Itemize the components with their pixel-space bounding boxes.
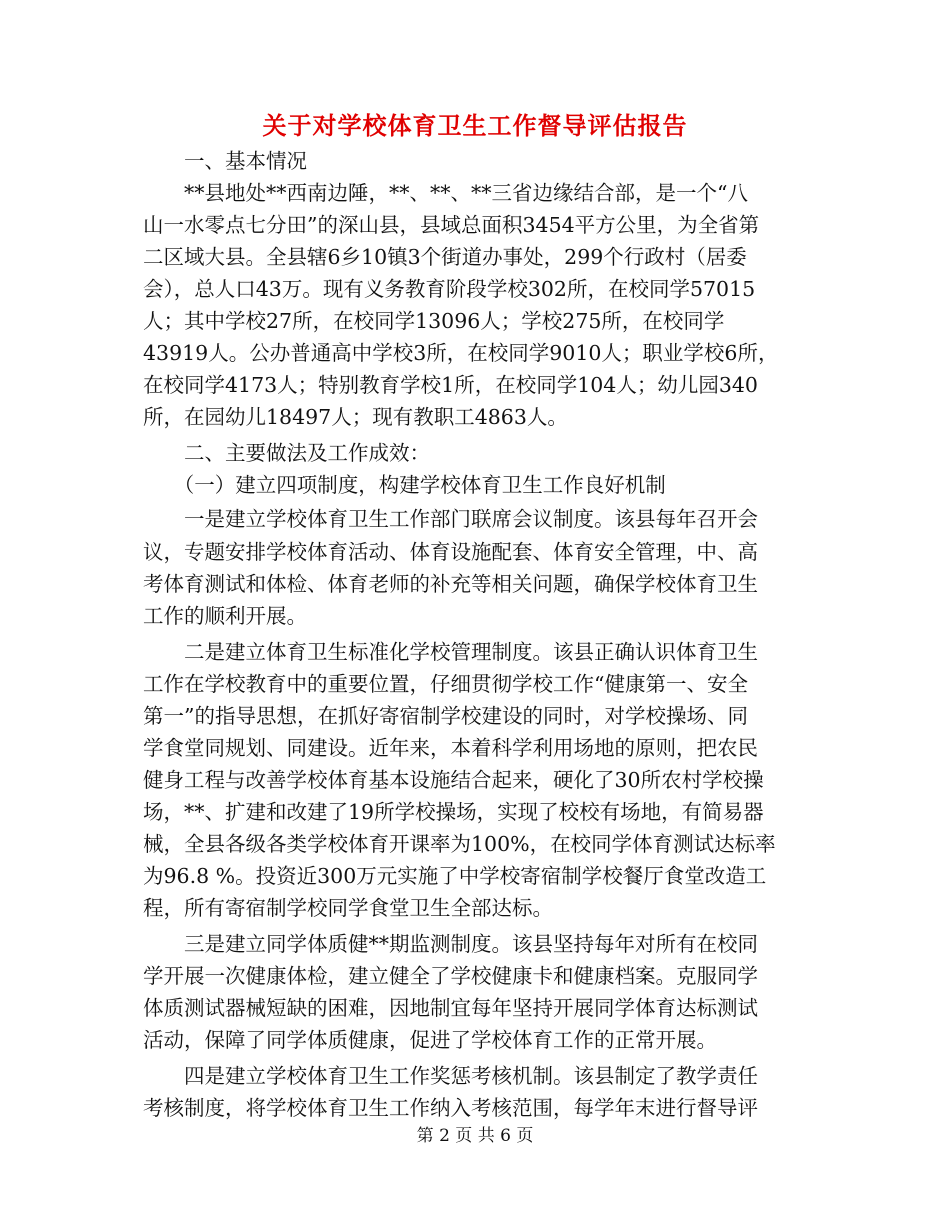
text-line: 体质测试器械短缺的困难，因地制宜每年坚持开展同学体育达标测试 xyxy=(143,996,758,1020)
text-line: 43919人。公办普通高中学校3所，在校同学9010人；职业学校6所， xyxy=(143,341,779,365)
text-line: 山一水零点七分田”的深山县，县域总面积3454平方公里，为全省第 xyxy=(143,213,760,237)
text-line: （一）建立四项制度，构建学校体育卫生工作良好机制 xyxy=(143,473,666,497)
text-line: 人；其中学校27所，在校同学13096人；学校275所，在校同学 xyxy=(143,309,725,333)
page-number-footer: 第 2 页 共 6 页 xyxy=(416,1126,534,1146)
text-line: 所，在园幼儿18497人；现有教职工4863人。 xyxy=(143,405,568,429)
text-line: 程，所有寄宿制学校同学食堂卫生全部达标。 xyxy=(143,896,553,920)
text-line: 学开展一次健康体检，建立健全了学校健康卡和健康档案。克服同学 xyxy=(143,964,758,988)
text-line: 三是建立同学体质健**期监测制度。该县坚持每年对所有在校同 xyxy=(143,932,758,956)
text-line: 议，专题安排学校体育活动、体育设施配套、体育安全管理，中、高 xyxy=(143,540,758,564)
text-line: 四是建立学校体育卫生工作奖惩考核机制。该县制定了教学责任 xyxy=(143,1064,758,1088)
text-line: 二区域大县。全县辖6乡10镇3个街道办事处，299个行政村（居委 xyxy=(143,245,747,269)
text-line: 在校同学4173人；特别教育学校1所，在校同学104人；幼儿园340 xyxy=(143,373,758,397)
text-line: 一、基本情况 xyxy=(143,149,307,173)
text-line: 工作在学校教育中的重要位置，仔细贯彻学校工作“健康第一、安全 xyxy=(143,672,748,696)
text-line: 为96.8 %。投资近300万元实施了中学校寄宿制学校餐厅食堂改造工 xyxy=(143,864,767,888)
text-line: 二是建立体育卫生标准化学校管理制度。该县正确认识体育卫生 xyxy=(143,640,758,664)
text-line: 工作的顺利开展。 xyxy=(143,604,307,628)
text-line: 活动，保障了同学体质健康，促进了学校体育工作的正常开展。 xyxy=(143,1028,717,1052)
text-line: 一是建立学校体育卫生工作部门联席会议制度。该县每年召开会 xyxy=(143,507,758,531)
text-line: 械，全县各级各类学校体育开课率为100%，在校同学体育测试达标率 xyxy=(143,832,776,856)
text-line: 考核制度，将学校体育卫生工作纳入考核范围，每学年末进行督导评 xyxy=(143,1096,758,1120)
text-line: 考体育测试和体检、体育老师的补充等相关问题，确保学校体育卫生 xyxy=(143,572,758,596)
text-line: 学食堂同规划、同建设。近年来，本着科学利用场地的原则，把农民 xyxy=(143,736,758,760)
text-line: 第一”的指导思想，在抓好寄宿制学校建设的同时，对学校操场、同 xyxy=(143,704,748,728)
document-title: 关于对学校体育卫生工作督导评估报告 xyxy=(262,111,688,140)
text-line: 二、主要做法及工作成效： xyxy=(143,441,430,465)
text-line: 场，**、扩建和改建了19所学校操场，实现了校校有场地，有简易器 xyxy=(143,800,764,824)
text-line: 会），总人口43万。现有义务教育阶段学校302所，在校同学57015 xyxy=(143,277,756,301)
text-line: **县地处**西南边陲，**、**、**三省边缘结合部，是一个“八 xyxy=(143,181,748,205)
text-line: 健身工程与改善学校体育基本设施结合起来，硬化了30所农村学校操 xyxy=(143,768,764,792)
